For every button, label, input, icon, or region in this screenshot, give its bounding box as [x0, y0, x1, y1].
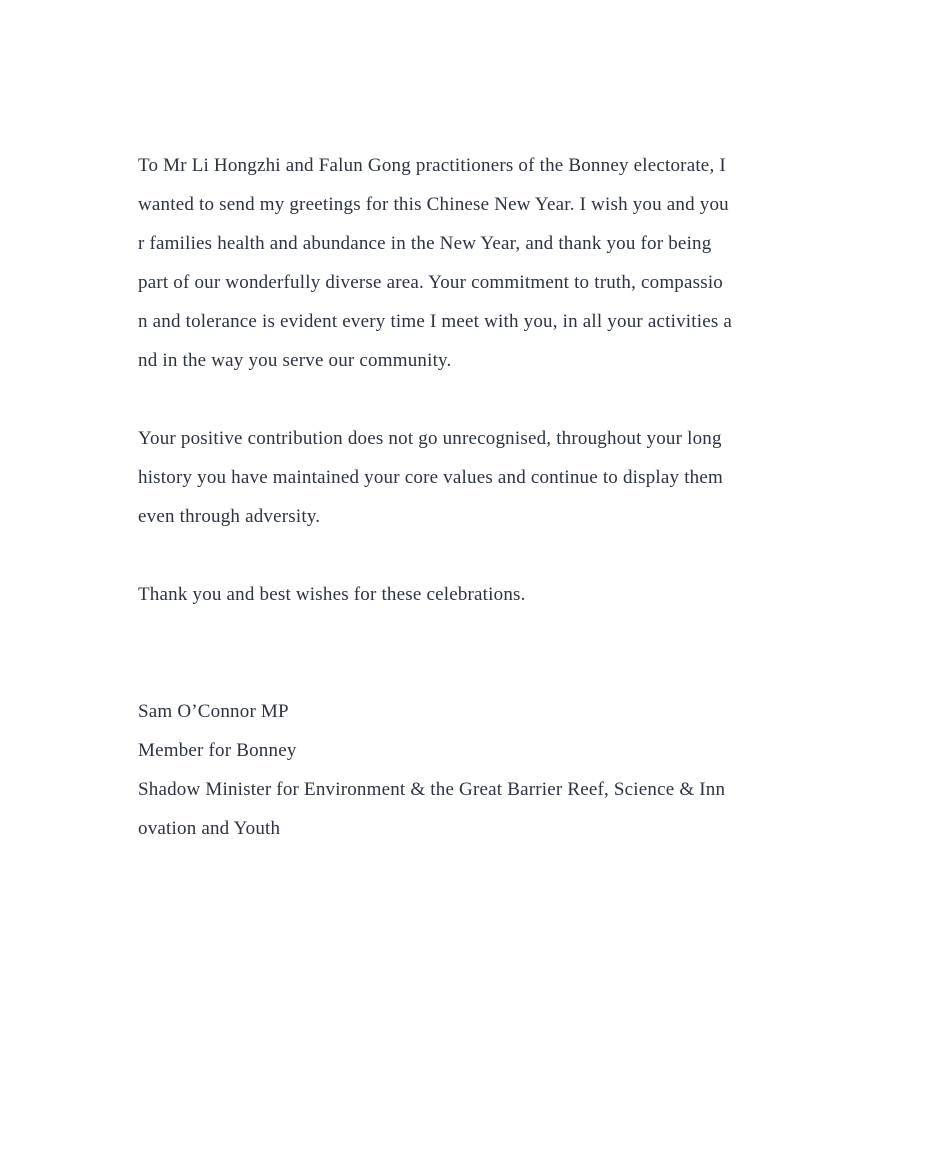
letter-line: Your positive contribution does not go unrecognised, throughout your long	[138, 428, 722, 449]
signature-role-line: Shadow Minister for Environment & the Great Barrier Reef, Science & Inn	[138, 779, 726, 800]
recognition-paragraph	[138, 419, 818, 536]
signature-block	[138, 692, 818, 848]
signature-name: Sam O’Connor MP	[138, 701, 289, 722]
signature-role-line: ovation and Youth	[138, 818, 281, 839]
letter-line: Thank you and best wishes for these celebrations.	[138, 584, 526, 605]
signature-title: Member for Bonney	[138, 740, 297, 761]
letter-line: wanted to send my greetings for this Chinese New Year. I wish you and you	[138, 194, 729, 215]
closing-paragraph	[138, 575, 818, 614]
letter-line: n and tolerance is evident every time I meet with you, in all your activities a	[138, 311, 733, 332]
letter-line: To Mr Li Hongzhi and Falun Gong practitioners of the Bonney electorate, I	[138, 155, 726, 176]
letter-line: r families health and abundance in the New Year, and thank you for being	[138, 233, 712, 254]
greeting-paragraph	[138, 146, 818, 380]
letter-body	[138, 146, 818, 887]
letter-line: part of our wonderfully diverse area. Your commitment to truth, compassio	[138, 272, 724, 293]
letter-line: history you have maintained your core values and continue to display them	[138, 467, 723, 488]
letter-line: even through adversity.	[138, 506, 321, 527]
letter-line: nd in the way you serve our community.	[138, 350, 452, 371]
